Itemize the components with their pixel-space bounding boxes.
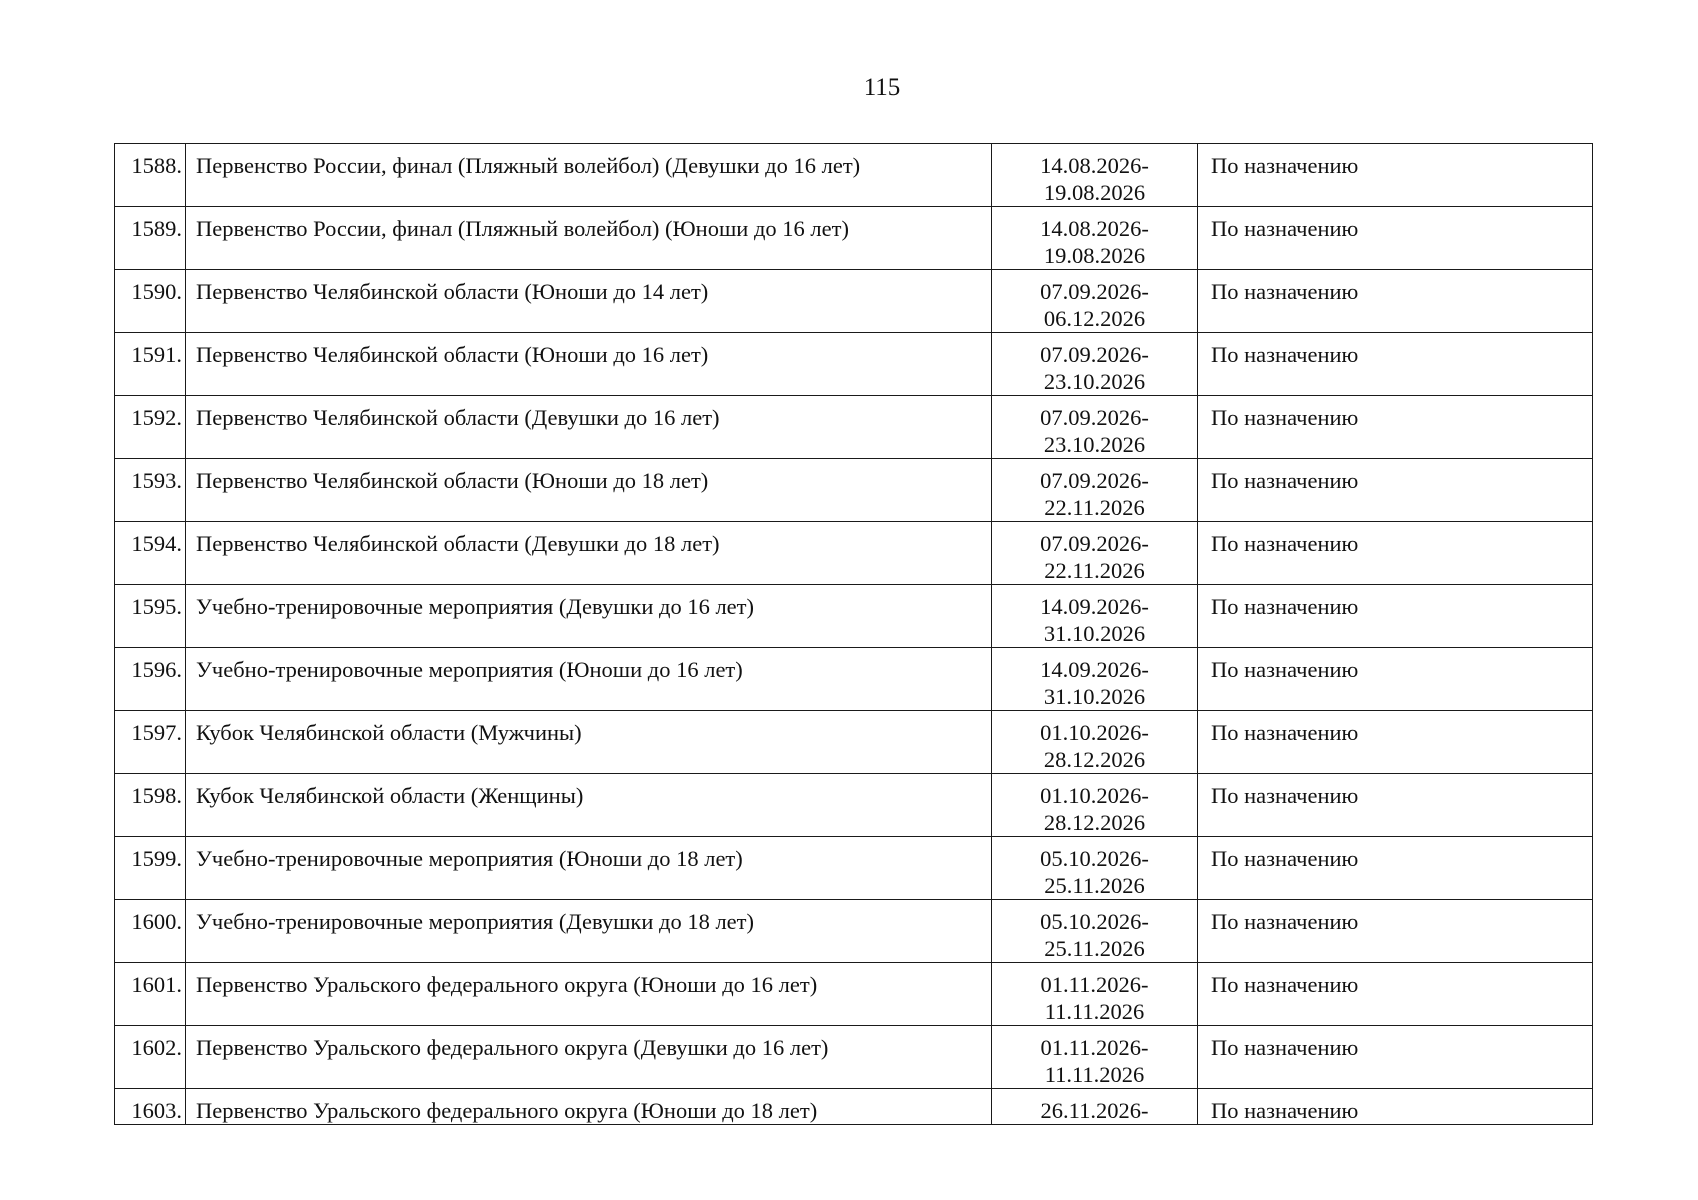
date-from: 14.08.2026- xyxy=(1040,216,1149,241)
row-number: 1599. xyxy=(115,837,186,900)
event-name: Учебно-тренировочные мероприятия (Юноши до 16 лет) xyxy=(186,648,992,711)
table-row xyxy=(115,144,1593,207)
event-place: По назначению xyxy=(1198,144,1593,207)
table-row xyxy=(115,207,1593,270)
table-row xyxy=(115,648,1593,711)
row-number: 1595. xyxy=(115,585,186,648)
table-row xyxy=(115,459,1593,522)
row-number: 1592. xyxy=(115,396,186,459)
event-name: Первенство Уральского федерального округа (Девушки до 16 лет) xyxy=(186,1026,992,1089)
event-dates xyxy=(992,900,1198,963)
table-row xyxy=(115,1089,1593,1125)
event-place: По назначению xyxy=(1198,963,1593,1026)
date-from: 26.11.2026- xyxy=(1040,1098,1149,1123)
date-to: 31.10.2026 xyxy=(1043,684,1146,709)
row-number: 1591. xyxy=(115,333,186,396)
events-table-body xyxy=(115,144,1593,1125)
row-number: 1596. xyxy=(115,648,186,711)
date-to: 22.11.2026 xyxy=(1044,495,1145,520)
event-place: По назначению xyxy=(1198,522,1593,585)
event-name: Первенство Челябинской области (Юноши до 16 лет) xyxy=(186,333,992,396)
event-place: По назначению xyxy=(1198,711,1593,774)
date-from: 05.10.2026- xyxy=(1040,846,1149,871)
event-dates xyxy=(992,333,1198,396)
event-dates xyxy=(992,774,1198,837)
row-number: 1594. xyxy=(115,522,186,585)
date-from: 01.11.2026- xyxy=(1040,972,1149,997)
event-dates xyxy=(992,963,1198,1026)
event-place: По назначению xyxy=(1198,207,1593,270)
event-dates xyxy=(992,207,1198,270)
date-to: 23.10.2026 xyxy=(1043,369,1146,394)
table-row xyxy=(115,270,1593,333)
date-to: 25.11.2026 xyxy=(1044,936,1145,961)
date-from: 07.09.2026- xyxy=(1040,531,1149,556)
date-from: 07.09.2026- xyxy=(1040,468,1149,493)
event-name: Первенство России, финал (Пляжный волейбол) (Девушки до 16 лет) xyxy=(186,144,992,207)
event-name: Первенство Челябинской области (Девушки до 16 лет) xyxy=(186,396,992,459)
event-name: Кубок Челябинской области (Мужчины) xyxy=(186,711,992,774)
event-place: По назначению xyxy=(1198,459,1593,522)
row-number: 1597. xyxy=(115,711,186,774)
date-to: 23.10.2026 xyxy=(1043,432,1146,457)
row-number: 1593. xyxy=(115,459,186,522)
date-to: 28.12.2026 xyxy=(1043,810,1146,835)
event-dates xyxy=(992,396,1198,459)
date-to: 19.08.2026 xyxy=(1043,243,1146,268)
row-number: 1601. xyxy=(115,963,186,1026)
row-number: 1603. xyxy=(115,1089,186,1125)
event-name: Первенство Челябинской области (Юноши до 14 лет) xyxy=(186,270,992,333)
event-name: Первенство Челябинской области (Юноши до 18 лет) xyxy=(186,459,992,522)
event-name: Учебно-тренировочные мероприятия (Девушки до 16 лет) xyxy=(186,585,992,648)
date-from: 14.09.2026- xyxy=(1040,657,1149,682)
date-from: 14.08.2026- xyxy=(1040,153,1149,178)
row-number: 1589. xyxy=(115,207,186,270)
table-row xyxy=(115,585,1593,648)
table-row xyxy=(115,837,1593,900)
event-dates xyxy=(992,270,1198,333)
row-number: 1588. xyxy=(115,144,186,207)
row-number: 1590. xyxy=(115,270,186,333)
event-dates xyxy=(992,585,1198,648)
event-dates xyxy=(992,1089,1198,1125)
event-name: Учебно-тренировочные мероприятия (Юноши до 18 лет) xyxy=(186,837,992,900)
date-to: 11.11.2026 xyxy=(1044,1062,1145,1087)
date-to: 22.11.2026 xyxy=(1044,558,1145,583)
event-dates xyxy=(992,144,1198,207)
event-place: По назначению xyxy=(1198,648,1593,711)
event-place: По назначению xyxy=(1198,396,1593,459)
event-dates xyxy=(992,1026,1198,1089)
event-dates xyxy=(992,837,1198,900)
date-to: 19.08.2026 xyxy=(1043,180,1146,205)
event-name: Кубок Челябинской области (Женщины) xyxy=(186,774,992,837)
event-place: По назначению xyxy=(1198,585,1593,648)
table-row xyxy=(115,1026,1593,1089)
date-to: 31.10.2026 xyxy=(1043,621,1146,646)
page-number: 115 xyxy=(863,74,901,101)
table-row xyxy=(115,963,1593,1026)
table-row xyxy=(115,333,1593,396)
event-name: Первенство Уральского федерального округа (Юноши до 16 лет) xyxy=(186,963,992,1026)
table-row xyxy=(115,900,1593,963)
event-place: По назначению xyxy=(1198,900,1593,963)
date-from: 01.11.2026- xyxy=(1040,1035,1149,1060)
date-to: 06.12.2026 xyxy=(1043,306,1146,331)
event-name: Первенство Уральского федерального округа (Юноши до 18 лет) xyxy=(186,1089,992,1125)
date-from: 01.10.2026- xyxy=(1040,720,1149,745)
event-place: По назначению xyxy=(1198,1026,1593,1089)
row-number: 1602. xyxy=(115,1026,186,1089)
date-to: 28.12.2026 xyxy=(1043,747,1146,772)
event-place: По назначению xyxy=(1198,1089,1593,1125)
date-from: 14.09.2026- xyxy=(1040,594,1149,619)
event-place: По назначению xyxy=(1198,333,1593,396)
event-name: Учебно-тренировочные мероприятия (Девушки до 18 лет) xyxy=(186,900,992,963)
event-place: По назначению xyxy=(1198,837,1593,900)
event-place: По назначению xyxy=(1198,774,1593,837)
table-row xyxy=(115,711,1593,774)
table-row xyxy=(115,396,1593,459)
event-dates xyxy=(992,711,1198,774)
table-row xyxy=(115,774,1593,837)
event-name: Первенство Челябинской области (Девушки до 18 лет) xyxy=(186,522,992,585)
date-from: 07.09.2026- xyxy=(1040,279,1149,304)
row-number: 1600. xyxy=(115,900,186,963)
event-name: Первенство России, финал (Пляжный волейбол) (Юноши до 16 лет) xyxy=(186,207,992,270)
event-dates xyxy=(992,648,1198,711)
date-from: 07.09.2026- xyxy=(1040,342,1149,367)
table-row xyxy=(115,522,1593,585)
row-number: 1598. xyxy=(115,774,186,837)
event-dates xyxy=(992,459,1198,522)
events-table xyxy=(114,143,1593,1125)
date-from: 07.09.2026- xyxy=(1040,405,1149,430)
event-dates xyxy=(992,522,1198,585)
date-to: 25.11.2026 xyxy=(1044,873,1145,898)
date-from: 05.10.2026- xyxy=(1040,909,1149,934)
date-to: 11.11.2026 xyxy=(1044,999,1145,1024)
date-from: 01.10.2026- xyxy=(1040,783,1149,808)
event-place: По назначению xyxy=(1198,270,1593,333)
